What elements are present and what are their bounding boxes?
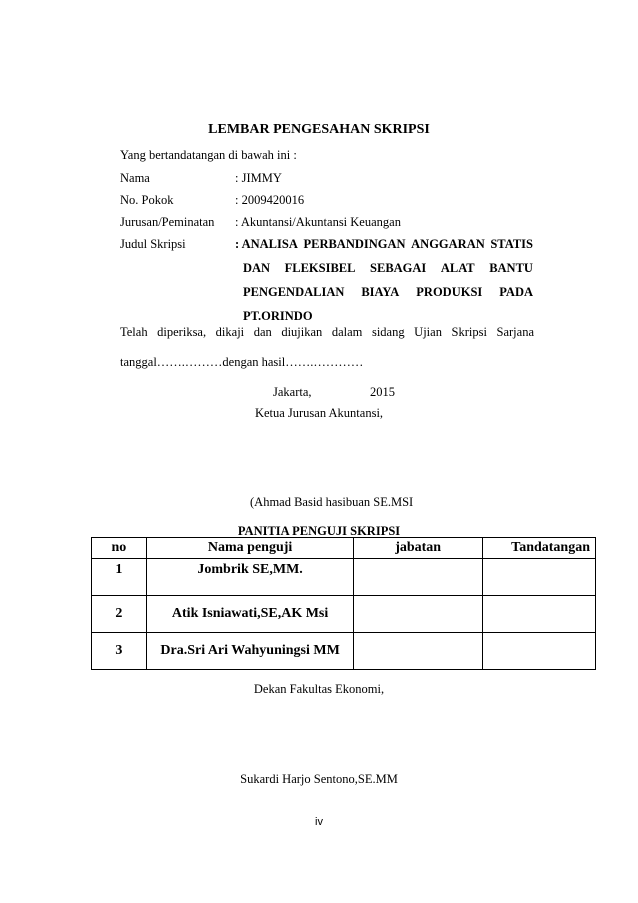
- nama-label: Nama: [120, 171, 150, 185]
- panitia-title: PANITIA PENGUJI SKRIPSI: [237, 524, 401, 538]
- judul-line-1: [235, 237, 533, 261]
- judul-word: DAN: [243, 261, 271, 275]
- telah-word: dan: [253, 325, 272, 339]
- judul-word: PENGENDALIAN: [243, 285, 345, 299]
- judul-word: PERBANDINGAN: [303, 237, 406, 251]
- telah-word: Telah: [120, 325, 148, 339]
- table-header-row: [92, 538, 596, 559]
- page-number: iv: [315, 816, 323, 828]
- header-nama: Nama penguji: [146, 538, 354, 559]
- jurusan-value: : Akuntansi/Akuntansi Keuangan: [235, 215, 401, 229]
- judul-word: PT.ORINDO: [243, 309, 313, 323]
- panitia-table: [91, 537, 596, 670]
- judul-word: : ANALISA: [235, 237, 298, 251]
- judul-word: ALAT: [440, 261, 475, 275]
- pokok-value: : 2009420016: [235, 193, 305, 207]
- telah-word: Sarjana: [496, 325, 534, 339]
- telah-word: diujikan: [281, 325, 323, 339]
- year-text: 2015: [370, 385, 395, 399]
- telah-word: dalam: [331, 325, 363, 339]
- judul-word: STATIS: [490, 237, 533, 251]
- header-tandatangan: Tandatangan: [482, 538, 595, 559]
- judul-word: ANGGARAN: [411, 237, 485, 251]
- intro-text: Yang bertandatangan di bawah ini :: [120, 148, 297, 162]
- telah-word: sidang: [371, 325, 405, 339]
- judul-block: [235, 237, 533, 331]
- judul-line-2: [235, 261, 533, 285]
- judul-word: SEBAGAI: [370, 261, 427, 275]
- place-text: Jakarta,: [273, 385, 312, 399]
- judul-word: PADA: [499, 285, 533, 299]
- table-row: [92, 633, 596, 670]
- tanggal-line: tanggal…….………dengan hasil…….…………: [120, 355, 364, 369]
- ketua-title: Ketua Jurusan Akuntansi,: [254, 406, 384, 420]
- row-nama: Atik Isniawati,SE,AK Msi: [146, 596, 354, 633]
- judul-word: BIAYA: [361, 285, 400, 299]
- row-jabatan: [354, 596, 482, 633]
- judul-label: Judul Skripsi: [120, 237, 186, 251]
- telah-word: Skripsi: [451, 325, 487, 339]
- telah-line: [120, 325, 534, 340]
- row-tandatangan: [482, 559, 595, 596]
- judul-line-3: [235, 285, 533, 309]
- header-no: no: [92, 538, 147, 559]
- row-nama: Jombrik SE,MM.: [146, 559, 354, 596]
- table-row: [92, 559, 596, 596]
- judul-word: FLEKSIBEL: [284, 261, 356, 275]
- table-row: [92, 596, 596, 633]
- dekan-name: Sukardi Harjo Sentono,SE.MM: [240, 772, 398, 786]
- row-no: 2: [92, 596, 147, 633]
- page-title: LEMBAR PENGESAHAN SKRIPSI: [208, 122, 430, 137]
- judul-word: BANTU: [489, 261, 533, 275]
- nama-value: : JIMMY: [235, 171, 282, 185]
- judul-word: PRODUKSI: [416, 285, 483, 299]
- dekan-title: Dekan Fakultas Ekonomi,: [253, 682, 385, 696]
- telah-word: diperiksa,: [157, 325, 207, 339]
- header-jabatan: jabatan: [354, 538, 482, 559]
- row-tandatangan: [482, 596, 595, 633]
- row-no: 1: [92, 559, 147, 596]
- jurusan-label: Jurusan/Peminatan: [120, 215, 215, 229]
- row-no: 3: [92, 633, 147, 670]
- ketua-name: (Ahmad Basid hasibuan SE.MSI: [250, 495, 414, 509]
- pokok-label: No. Pokok: [120, 193, 174, 207]
- row-nama: Dra.Sri Ari Wahyuningsi MM: [146, 633, 354, 670]
- telah-word: Ujian: [414, 325, 442, 339]
- row-jabatan: [354, 559, 482, 596]
- telah-word: dikaji: [215, 325, 245, 339]
- row-tandatangan: [482, 633, 595, 670]
- row-jabatan: [354, 633, 482, 670]
